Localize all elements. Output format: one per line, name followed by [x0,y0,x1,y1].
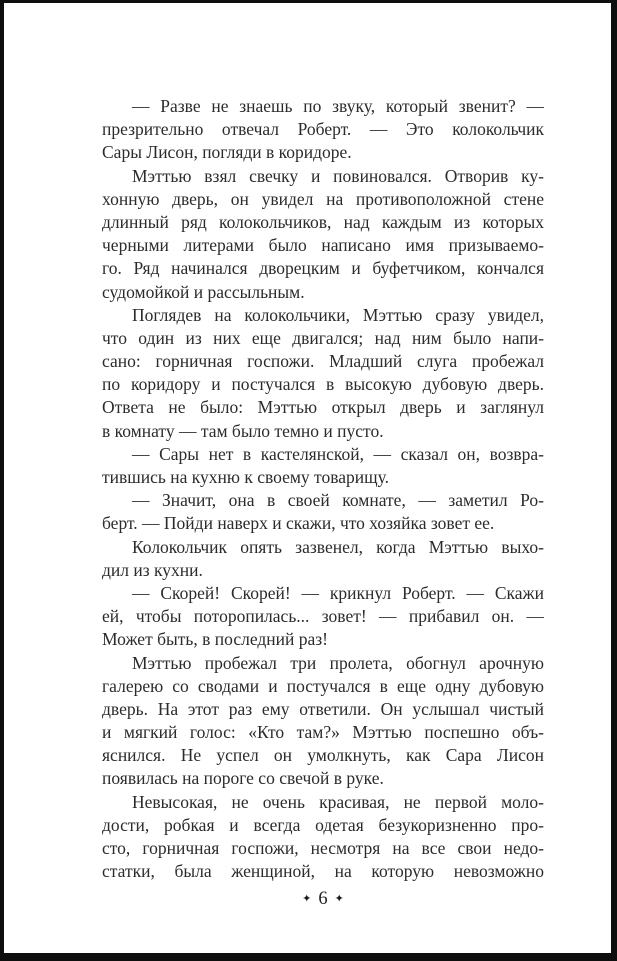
text-line: — Скорей! Скорей! — крикнул Роберт. — Скажи [132,582,544,603]
text-line: яснился. Не успел он умолкнуть, как Сара Лисон [102,745,544,766]
paragraph [102,536,544,582]
text-line: черными литерами было написано имя призываемо- [102,235,544,256]
text-line: тившись на кухню к своему товарищу. [102,467,389,487]
text-line: берт. — Пойди наверх и скажи, что хозяйка зовет ее. [102,513,495,534]
paragraph [102,443,544,489]
text-line: Ответа не было: Мэттью открыл дверь и заглянул [102,397,544,418]
paragraph [102,652,544,791]
text-line: что один из них еще двигался; над ним было напи- [102,327,544,348]
text-line: хонную дверь, он увидел на противоположной стене [102,188,544,209]
paragraph [102,489,544,535]
text-line: Может быть, в последний раз! [102,629,328,650]
text-line: сто, горничная госпожи, несмотря на все свои недо- [102,838,544,858]
text-line: — Разве не знаешь по звуку, который звенит? — [132,96,544,116]
text-line: Поглядев на колокольчики, Мэттью сразу увидел, [132,304,544,325]
text-line: презрительно отвечал Роберт. — Это колокольчик [102,119,544,140]
paragraph [102,165,544,304]
text-line: статки, была женщиной, на которую невозможно [102,861,544,882]
text-line: Колокольчик опять зазвенел, когда Мэттью выхо- [132,536,544,557]
text-line: и мягкий голос: «Кто там?» Мэттью поспешно объ- [102,722,544,743]
text-line: сано: горничная госпожи. Младший слуга пробежал [102,351,544,372]
text-block [102,95,544,883]
paragraph [102,95,544,165]
text-line: дил из кухни. [102,559,203,580]
paragraph [102,582,544,652]
paragraph [102,304,544,443]
footer-ornament-left-icon: ✦ [302,893,312,905]
text-line: ей, чтобы поторопилась... зовет! — прибавил он. — [102,606,544,627]
text-line: появилась на пороге со свечой в руке. [102,768,384,789]
text-line: — Сары нет в кастелянской, — сказал он, возвра- [132,443,544,464]
text-line: Мэттью пробежал три пролета, обогнул арочную [132,652,544,673]
text-line: галерею со сводами и постучался в еще одну дубовую [102,675,544,696]
text-line: по коридору и постучался в высокую дубовую дверь. [102,374,544,395]
footer-ornament-right-icon: ✦ [334,893,344,905]
text-line: длинный ряд колокольчиков, над каждым из которых [102,211,544,232]
text-line: дости, робкая и всегда одетая безукоризненно про- [102,814,544,835]
text-line: го. Ряд начинался дворецким и буфетчиком, кончался [102,258,544,279]
text-line: — Значит, она в своей комнате, — заметил Ро- [132,490,544,511]
text-line: Мэттью взял свечку и повиновался. Отворив ку- [132,165,544,186]
text-line: дверь. На этот раз ему ответили. Он услышал чистый [102,698,544,719]
text-line: судомойкой и рассыльным. [102,281,305,302]
text-line: Невысокая, не очень красивая, не первой моло- [132,791,544,812]
page-number: 6 [318,889,328,909]
page-footer [102,889,544,910]
paragraph [102,791,544,884]
text-line: Сары Лисон, погляди в коридоре. [102,142,352,163]
text-line: в комнату — там было темно и пусто. [102,420,384,441]
